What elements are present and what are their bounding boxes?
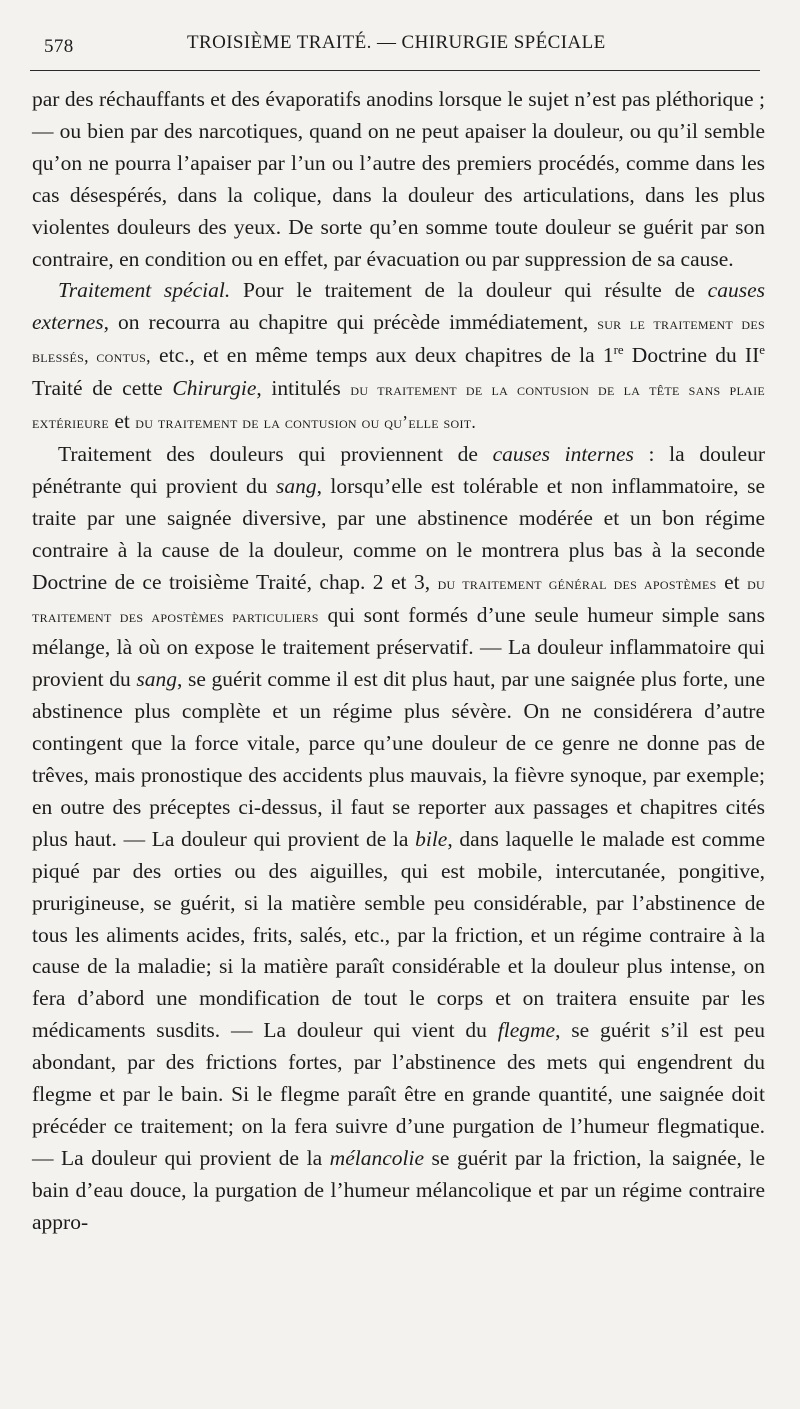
page-header — [32, 24, 762, 64]
italic-run: flegme — [497, 1018, 556, 1043]
text-run: Traitement des douleurs qui proviennent de — [58, 441, 493, 466]
text-run: etc., et en même temps aux deux chapitres de la 1 — [150, 343, 614, 368]
text-run: : la douleur pénétrante qui provient du — [32, 441, 765, 498]
italic-run: Chirurgie — [172, 376, 257, 401]
italic-run: bile — [415, 826, 448, 851]
paragraph — [32, 275, 765, 439]
text-run: , se guérit comme il est dit plus haut, par une saignée plus forte, une abstinence plus complète et un régime plus sévère. On ne considérera d’autre contingent que la force vitale, parce qu’une douleur de ce genre ne donne pas de trêves, mais pronostique des accidents plus mauvais, la fièvre synoque, par exemple; en outre des préceptes ci-dessus, il faut se reporter aux passages et chapitres cités plus haut. — La douleur qui provient de la — [32, 667, 766, 851]
body-text — [32, 84, 765, 1239]
running-head: TROISIÈME TRAITÉ. — CHIRURGIE SPÉCIALE — [187, 32, 606, 53]
text-run: Pour le traitement de la douleur qui résulte de — [230, 278, 708, 303]
text-run: se guérit par la friction, la saignée, le bain d’eau douce, la purgation de l’humeur mélancolique et par un régime contraire appro- — [32, 1145, 765, 1234]
text-run: par des réchauffants et des évaporatifs anodins lorsque le sujet n’est pas pléthorique ; — ou bien par des narcotiques, quand on ne peut apaiser la douleur, ou qu’il semble qu’on ne pourra l’apaiser par l’un ou l’autre des premiers procédés, comme dans les cas désespérés, dans la colique, dans la douleur des articulations, dans les plus violentes douleurs des yeux. De sorte qu’en somme toute douleur se guérit par son contraire, en condition ou en effet, par évacuation ou par suppression de sa cause. — [32, 87, 765, 271]
italic-run: sang — [275, 473, 317, 498]
page-number: 578 — [44, 36, 74, 57]
text-run: , lorsqu’elle est tolérable et non inflammatoire, se traite par une saignée diversive, par une abstinence modérée et un bon régime contraire à la cause de la douleur, comme on le montrera plus bas à la seconde Doctrine de ce troisième Traité, chap. 2 et 3, — [32, 473, 766, 594]
italic-run: causes internes — [492, 441, 634, 466]
text-run: , on recourra au chapitre qui précède immédiatement, — [103, 310, 598, 335]
italic-run: sang — [136, 667, 178, 692]
paragraph — [32, 84, 765, 275]
text-run: , se guérit s’il est peu abondant, par des frictions fortes, par l’abstinence des mets qui engendrent du flegme et par le bain. Si le flegme paraît être en grande quantité, une saignée doit précéder ce traitement; on la fera suivre d’une purgation de l’humeur flegmatique. — La douleur qui provient de la — [32, 1018, 766, 1170]
text-run: Doctrine du II — [623, 343, 760, 368]
paragraph — [32, 439, 765, 1239]
text-run: qui sont formés d’une seule humeur simple sans mélange, là où on expose le traitement préservatif. — La douleur inflammatoire qui provient du — [32, 602, 765, 692]
small-caps-run: sur le traitement des blessés, contus, — [32, 313, 765, 367]
text-run: , dans laquelle le malade est comme piqué par des orties ou des aiguilles, qui est mobile, intercutanée, pongitive, prurigineuse, se guérit, si la matière semble peu considérable, par l’abstinence de tous les aliments acides, frits, salés, etc., par la friction, et un régime contraire à la cause de la maladie; si la matière paraît considérable et la douleur plus intense, on fera d’abord une mondification de tout le corps et on traitera ensuite par les médicaments susdits. — La douleur qui vient du — [32, 826, 766, 1043]
small-caps-run: du traitement de la contusion de la tête sans plaie extérieure — [32, 379, 765, 433]
small-caps-run: du traitement de la contusion ou qu’elle soit. — [135, 412, 477, 433]
superscript-run: e — [759, 343, 765, 358]
small-caps-run: du traitement des apostèmes particuliers — [32, 572, 765, 626]
italic-run: mélancolie — [329, 1145, 424, 1170]
header-rule — [30, 70, 760, 71]
text-run: et — [109, 409, 136, 434]
text-run: et — [716, 569, 748, 594]
italic-run: Traitement spécial. — [58, 278, 231, 303]
superscript-run: re — [613, 343, 624, 358]
small-caps-run: du traitement général des apostèmes — [437, 572, 717, 593]
text-run: Traité de cette — [32, 376, 173, 401]
text-run: , intitulés — [256, 376, 351, 401]
italic-run: causes externes — [32, 278, 765, 335]
